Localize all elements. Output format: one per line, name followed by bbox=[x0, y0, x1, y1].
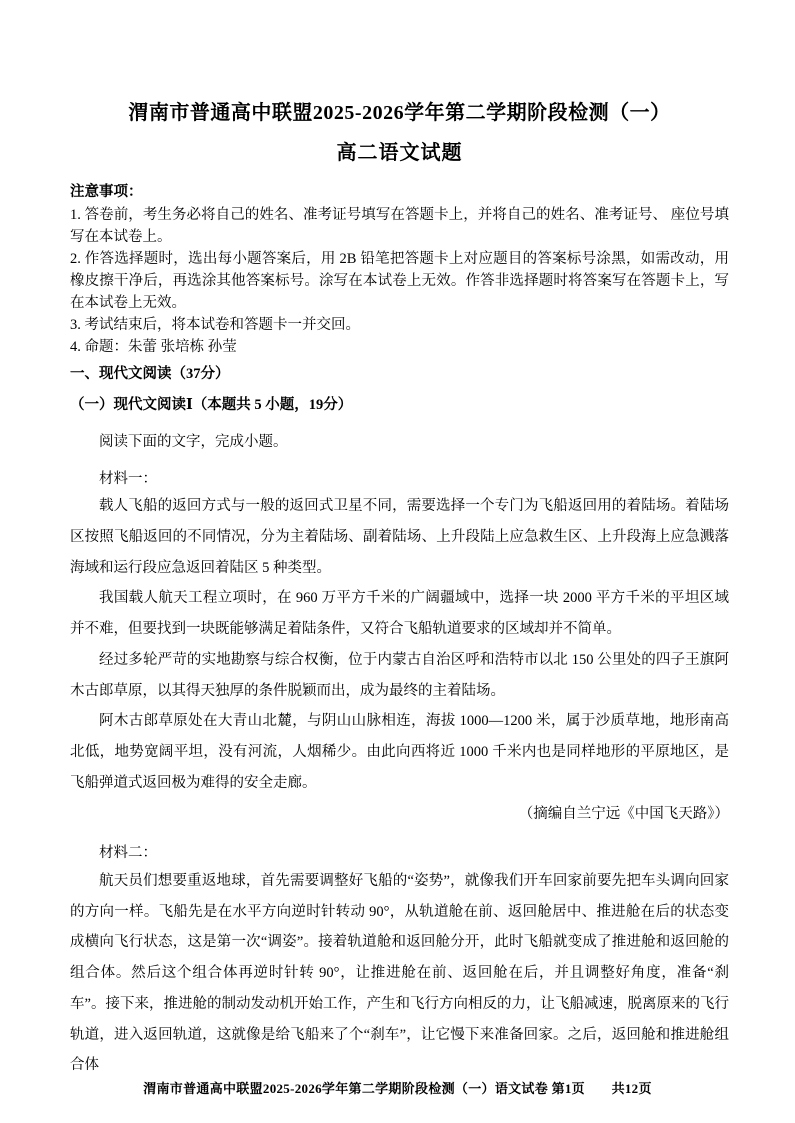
material1-label: 材料一： bbox=[99, 470, 157, 487]
material1-paragraph: 经过多轮严苛的实地勘察与综合权衡，位于内蒙古自治区呼和浩特市以北 150 公里处的四子王旗阿木古郎草原，以其得天独厚的条件脱颖而出，成为最终的主着陆场。 bbox=[70, 651, 729, 699]
notice-item: 2. 作答选择题时，选出每小题答案后，用 2B 铅笔把答题卡上对应题目的答案标号涂黑，如需改动，用橡皮擦干净后，再选涂其他答案标号。涂写在本试卷上无效。作答非选择题时将答案写在答题卡上，写在本试卷上无效。 bbox=[70, 250, 729, 311]
material2-label: 材料二： bbox=[99, 845, 157, 862]
page-footer: 渭南市普通高中联盟2025-2026学年第二学期阶段检测（一）语文试卷 第1页 共12页 bbox=[143, 1081, 652, 1096]
material1-paragraph: 阿木古郎草原处在大青山北麓，与阴山山脉相连，海拔 1000—1200 米，属于沙质草地，地形南高北低，地势宽阔平坦，没有河流，人烟稀少。由此向西将近 1000 千米内也是同样地形的平原地区，是飞船弹道式返回极为难得的安全走廊。 bbox=[70, 713, 729, 791]
notice-item: 3. 考试结束后，将本试卷和答题卡一并交回。 bbox=[70, 316, 360, 333]
notice-item: 1. 答卷前，考生务必将自己的姓名、准考证号填写在答题卡上，并将自己的姓名、准考证号、 座位号填写在本试卷上。 bbox=[70, 206, 729, 245]
notice-item: 4. 命题：朱蕾 张培栋 孙莹 bbox=[70, 338, 237, 355]
section-heading-modern-reading: 一、现代文阅读（37分） bbox=[70, 365, 230, 382]
material1-paragraph: 我国载人航天工程立项时，在 960 万平方千米的广阔疆域中，选择一块 2000 平方千米的平坦区域并不难，但要找到一块既能够满足着陆条件，又符合飞船轨道要求的区域却并不简单。 bbox=[70, 590, 729, 638]
material1-paragraph: 载人飞船的返回方式与一般的返回式卫星不同，需要选择一个专门为飞船返回用的着陆场。着陆场区按照飞船返回的不同情况，分为主着陆场、副着陆场、上升段陆上应急救生区、上升段海上应急溅落海域和运行段应急返回着陆区 5 种类型。 bbox=[70, 498, 729, 576]
page-title: 渭南市普通高中联盟2025-2026学年第二学期阶段检测（一） bbox=[128, 102, 671, 124]
page-subtitle: 高二语文试题 bbox=[336, 142, 463, 164]
material1-attribution: （摘编自兰宁远《中国飞天路》） bbox=[518, 805, 729, 822]
notice-label: 注意事项： bbox=[70, 184, 143, 200]
reading-instruction: 阅读下面的文字，完成小题。 bbox=[99, 434, 288, 451]
subsection-heading-modern-reading-1: （一）现代文阅读Ⅰ（本题共 5 小题，19分） bbox=[70, 397, 353, 414]
material2-paragraph: 航天员们想要重返地球，首先需要调整好飞船的“姿势”，就像我们开车回家前要先把车头调向回家的方向一样。飞船先是在水平方向逆时针转动 90°，从轨道舱在前、返回舱居中、推进舱在后的状态变成横向飞行状态，这是第一次“调姿”。接着轨道舱和返回舱分开，此时飞船就变成了推进舱和返回舱的组合体。然后这个组合体再逆时针转 90°，让推进舱在前、返回舱在后，并且调整好角度，准备“刹车”。接下来，推进舱的制动发动机开始工作，产生和飞行方向相反的力，让飞船减速，脱离原来的飞行轨道，进入返回轨道，这就像是给飞船来了个“刹车”，让它慢下来准备回家。之后，返回舱和推进舱组合体 bbox=[70, 872, 729, 1074]
